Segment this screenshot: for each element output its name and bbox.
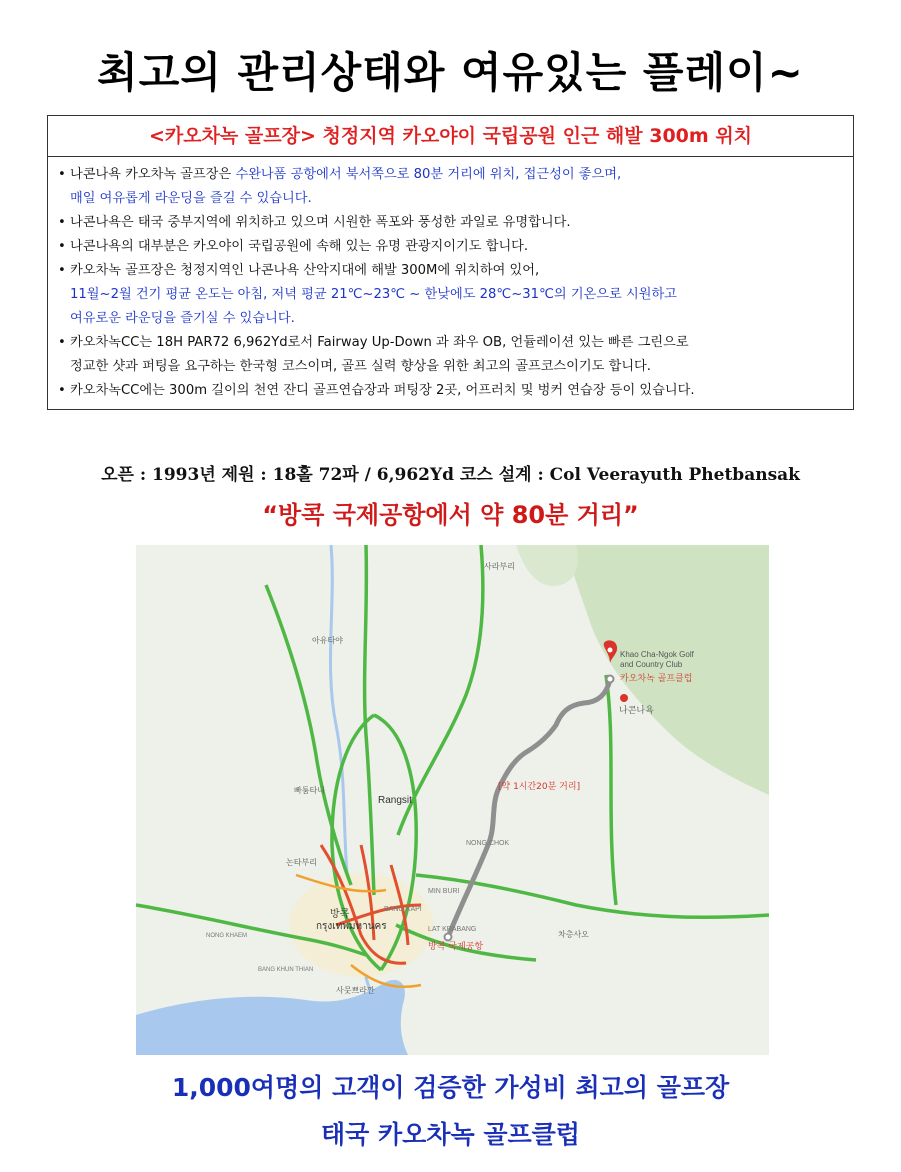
golf-label-en-1: Khao Cha-Ngok Golf xyxy=(620,650,694,659)
airport-marker-icon xyxy=(445,934,452,941)
bullet-climate-line3: 여유로운 라운딩을 즐기실 수 있습니다. xyxy=(70,311,295,326)
samut-prakan-label: 사뭇쁘라깐 xyxy=(336,986,375,995)
rangsit-label: Rangsit xyxy=(378,795,412,806)
nong-khaem-label: NONG KHAEM xyxy=(206,933,248,939)
route-end-dot-icon xyxy=(607,676,614,683)
info-box-title: <카오차녹 골프장> 청정지역 카오야이 국립공원 인근 해발 300m 위치 xyxy=(48,116,853,157)
footer-tagline: 1,000여명의 고객이 검증한 가성비 최고의 골프장 xyxy=(171,1073,730,1102)
course-spec-line: 오픈 : 1993년 제원 : 18홀 72파 / 6,962Yd 코스 설계 : Col Veerayuth Phetbansak xyxy=(101,465,800,485)
nong-chok-label: NONG CHOK xyxy=(466,840,510,847)
distance-quote: “방콕 국제공항에서 약 80분 거리” xyxy=(262,501,639,529)
bullet-region xyxy=(58,211,853,235)
bangkok-kr-label: 방콕 xyxy=(330,909,350,920)
nakhon-nayok-label: 나콘나욕 xyxy=(619,706,654,716)
bullet-facilities xyxy=(58,379,853,403)
min-buri-label: MIN BURI xyxy=(428,888,460,895)
bullet-national-park xyxy=(58,235,853,259)
golf-label-kr: 카오차녹 골프클럽 xyxy=(620,674,693,684)
bullet-course-line2: 정교한 샷과 퍼팅을 요구하는 한국형 코스이며, 골프 실력 향상을 위한 최고의 골프코스이기도 합니다. xyxy=(70,359,651,374)
bullet-national-park-text: • 나콘나욕의 대부분은 카오야이 국립공원에 속해 있는 유명 관광지이기도 합니다. xyxy=(70,239,529,254)
bang-kapi-label: BANG KAPI xyxy=(384,906,422,913)
no-entry-icon xyxy=(620,694,628,702)
page-headline: 최고의 관리상태와 여유있는 플레이~ xyxy=(97,48,804,97)
route-duration-label: [약 1시간20분 거리] xyxy=(498,782,581,792)
bullet-location xyxy=(58,163,853,211)
saraburi-label: 사라부리 xyxy=(484,562,515,571)
bullet-climate xyxy=(58,259,853,331)
bullet-course xyxy=(58,331,853,379)
location-map xyxy=(136,545,769,1055)
bullet-climate-line2: 11월~2월 건기 평균 온도는 아침, 저녁 평균 21℃~23℃ ~ 한낮에도 28℃~31℃의 기온으로 시원하고 xyxy=(70,287,677,302)
footer-club-name: 태국 카오차녹 골프클럽 xyxy=(321,1120,580,1149)
bullet-facilities-text: • 카오차녹CC에는 300m 길이의 천연 잔디 골프연습장과 퍼팅장 2곳, 어프러치 및 벙커 연습장 등이 있습니다. xyxy=(70,383,695,398)
airport-label: 방콕 국제공항 xyxy=(428,942,484,952)
bullet-location-highlight: 수완나폼 공항에서 북서쪽으로 80분 거리에 위치, 접근성이 좋으며, xyxy=(235,167,622,182)
golf-label-en-2: and Country Club xyxy=(620,660,683,669)
chachoengsao-label: 차층사오 xyxy=(558,930,589,939)
bullet-location-line2: 매일 여유롭게 라운딩을 즐길 수 있습니다. xyxy=(70,191,312,206)
bullet-course-line1: • 카오차녹CC는 18H PAR72 6,962Yd로서 Fairway Up-Down 과 좌우 OB, 언듈레이션 있는 빠른 그린으로 xyxy=(70,335,689,350)
bang-khun-thian-label: BANG KHUN THIAN xyxy=(258,967,314,973)
bullet-climate-line1: • 카오차녹 골프장은 청정지역인 나콘나욕 산악지대에 해발 300M에 위치하여 있어, xyxy=(70,263,540,278)
info-box xyxy=(47,115,854,410)
nonthaburi-label: 논타부리 xyxy=(286,858,317,867)
bangkok-th-label: กรุงเทพมหานคร xyxy=(316,921,387,932)
pathum-thani-label: 빠툼타니 xyxy=(294,786,325,795)
ayutthaya-label: 아유타야 xyxy=(312,636,343,645)
bullet-region-text: • 나콘나욕은 태국 중부지역에 위치하고 있으며 시원한 폭포와 풍성한 과일로 유명합니다. xyxy=(70,215,571,230)
bullet-location-intro: 나콘나욕 카오차녹 골프장은 xyxy=(70,167,236,182)
info-bullet-list xyxy=(48,157,853,403)
lat-krabang-label: LAT KRABANG xyxy=(428,926,477,933)
